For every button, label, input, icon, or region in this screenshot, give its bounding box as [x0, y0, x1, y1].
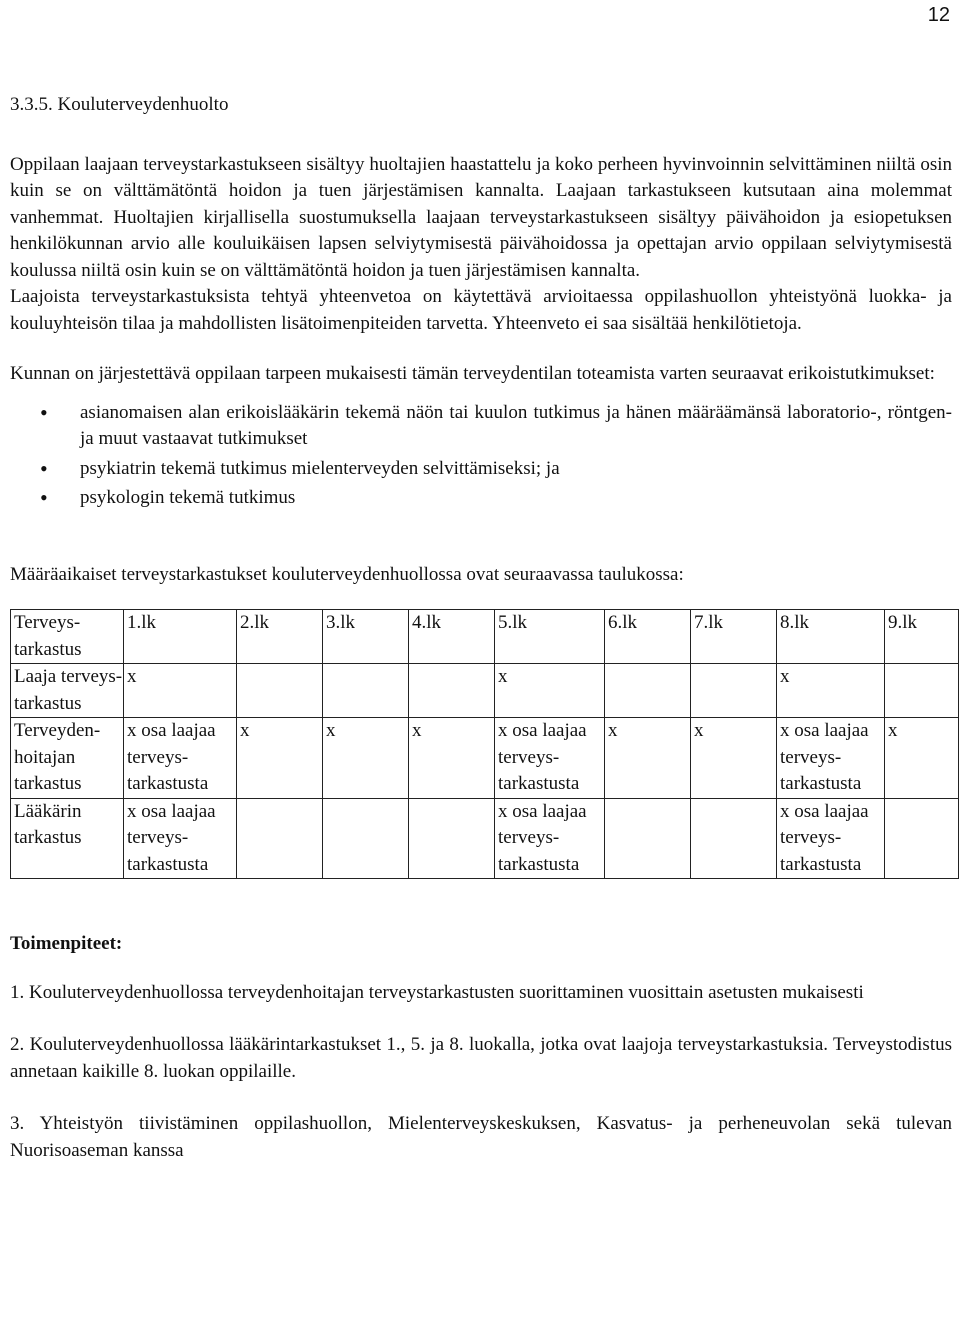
table-cell: Terveyden-hoitajan tarkastus	[11, 718, 124, 799]
table-cell	[885, 664, 959, 718]
table-header-cell: Terveys-tarkastus	[11, 610, 124, 664]
table-cell	[885, 798, 959, 879]
table-cell: x	[885, 718, 959, 799]
table-cell: x	[124, 664, 237, 718]
table-cell: x osa laajaa terveys-tarkastusta	[495, 798, 605, 879]
table-cell: x osa laajaa terveys-tarkastusta	[124, 798, 237, 879]
checkup-table	[10, 609, 959, 879]
measure-item: 2. Kouluterveydenhuollossa lääkärintarkastukset 1., 5. ja 8. luokalla, jotka ovat laajoja terveystarkastuksia. Terveystodistus annetaan kaikille 8. luokan oppilaille.	[10, 1034, 952, 1082]
table-cell	[323, 798, 409, 879]
table-header-cell: 6.lk	[605, 610, 691, 664]
table-cell: x osa laajaa terveys-tarkastusta	[777, 718, 885, 799]
table-cell: x	[495, 664, 605, 718]
section-heading: 3.3.5. Kouluterveydenhuolto	[10, 94, 229, 115]
table-cell: x	[777, 664, 885, 718]
table-header-cell: 8.lk	[777, 610, 885, 664]
table-header-cell: 9.lk	[885, 610, 959, 664]
measure-item: 1. Kouluterveydenhuollossa terveydenhoitajan terveystarkastusten suorittaminen vuosittain asetusten mukaisesti	[10, 981, 864, 1003]
list-item: • psykiatrin tekemä tutkimus mielenterveyden selvittämiseksi; ja	[10, 456, 952, 483]
table-cell	[691, 664, 777, 718]
table-cell: x osa laajaa terveys-tarkastusta	[124, 718, 237, 799]
table-row	[11, 798, 959, 879]
measures-title: Toimenpiteet:	[10, 933, 123, 954]
list-item: • asianomaisen alan erikoislääkärin tekemä näön tai kuulon tutkimus ja hänen määräämänsä laboratorio-, röntgen- ja muut vastaavat tutkimukset	[10, 400, 952, 453]
table-cell	[323, 664, 409, 718]
table-header-cell: 3.lk	[323, 610, 409, 664]
document-body	[10, 92, 952, 1164]
table-cell: x	[323, 718, 409, 799]
measure-item: 3. Yhteistyön tiivistäminen oppilashuollon, Mielenterveyskeskuksen, Kasvatus- ja perheneuvolan sekä tulevan Nuorisoaseman kanssa	[10, 1113, 952, 1161]
table-cell	[605, 798, 691, 879]
paragraph-yhteenveto: Laajoista terveystarkastuksista tehtyä yhteenvetoa on käytettävä arvioitaessa oppilashuollon yhteistyönä luokka- ja kouluyhteisön tilaa ja mahdollisten lisätoimenpiteiden tarvetta. Yhteenveto ei saa sisältää henkilötietoja.	[10, 286, 952, 334]
paragraph-erikoistutkimukset: Kunnan on järjestettävä oppilaan tarpeen mukaisesti tämän terveydentilan toteamista varten seuraavat erikoistutkimukset:	[10, 363, 935, 384]
table-cell: x	[409, 718, 495, 799]
table-cell: x osa laajaa terveys-tarkastusta	[495, 718, 605, 799]
table-cell	[237, 798, 323, 879]
table-cell: x	[691, 718, 777, 799]
table-row	[11, 664, 959, 718]
table-cell: Lääkärin tarkastus	[11, 798, 124, 879]
table-header-cell: 2.lk	[237, 610, 323, 664]
table-row	[11, 718, 959, 799]
page-number: 12	[927, 4, 950, 26]
table-cell: x osa laajaa terveys-tarkastusta	[777, 798, 885, 879]
table-cell	[409, 798, 495, 879]
table-header-cell: 4.lk	[409, 610, 495, 664]
table-intro: Määräaikaiset terveystarkastukset kouluterveydenhuollossa ovat seuraavassa taulukossa:	[10, 563, 684, 585]
table-header-row	[11, 610, 959, 664]
paragraph-laaja-tarkastus: Oppilaan laajaan terveystarkastukseen sisältyy huoltajien haastattelu ja koko perheen hyvinvoinnin selvittäminen niiltä osin kuin se on välttämätöntä hoidon ja tuen järjestämisen kannalta. Laajaan tarkastukseen kutsutaan aina molemmat vanhemmat. Huoltajien kirjallisella suostumuksella laajaan terveystarkastukseen sisältyy päivähoidon ja esiopetuksen henkilökunnan arvio alle kouluikäisen lapsen selviytymisestä päivähoidossa ja opettajan arvio oppilaan selviytymisestä koulussa niiltä osin kuin se on välttämätöntä hoidon ja tuen järjestämisen kannalta.	[10, 153, 952, 281]
table-cell	[605, 664, 691, 718]
table-cell: Laaja terveys-tarkastus	[11, 664, 124, 718]
list-item: • psykologin tekemä tutkimus	[10, 485, 952, 512]
table-cell: x	[237, 718, 323, 799]
table-header-cell: 5.lk	[495, 610, 605, 664]
table-header-cell: 7.lk	[691, 610, 777, 664]
table-cell	[237, 664, 323, 718]
table-header-cell: 1.lk	[124, 610, 237, 664]
table-cell	[409, 664, 495, 718]
table-cell: x	[605, 718, 691, 799]
bullet-list	[10, 400, 952, 512]
table-cell	[691, 798, 777, 879]
